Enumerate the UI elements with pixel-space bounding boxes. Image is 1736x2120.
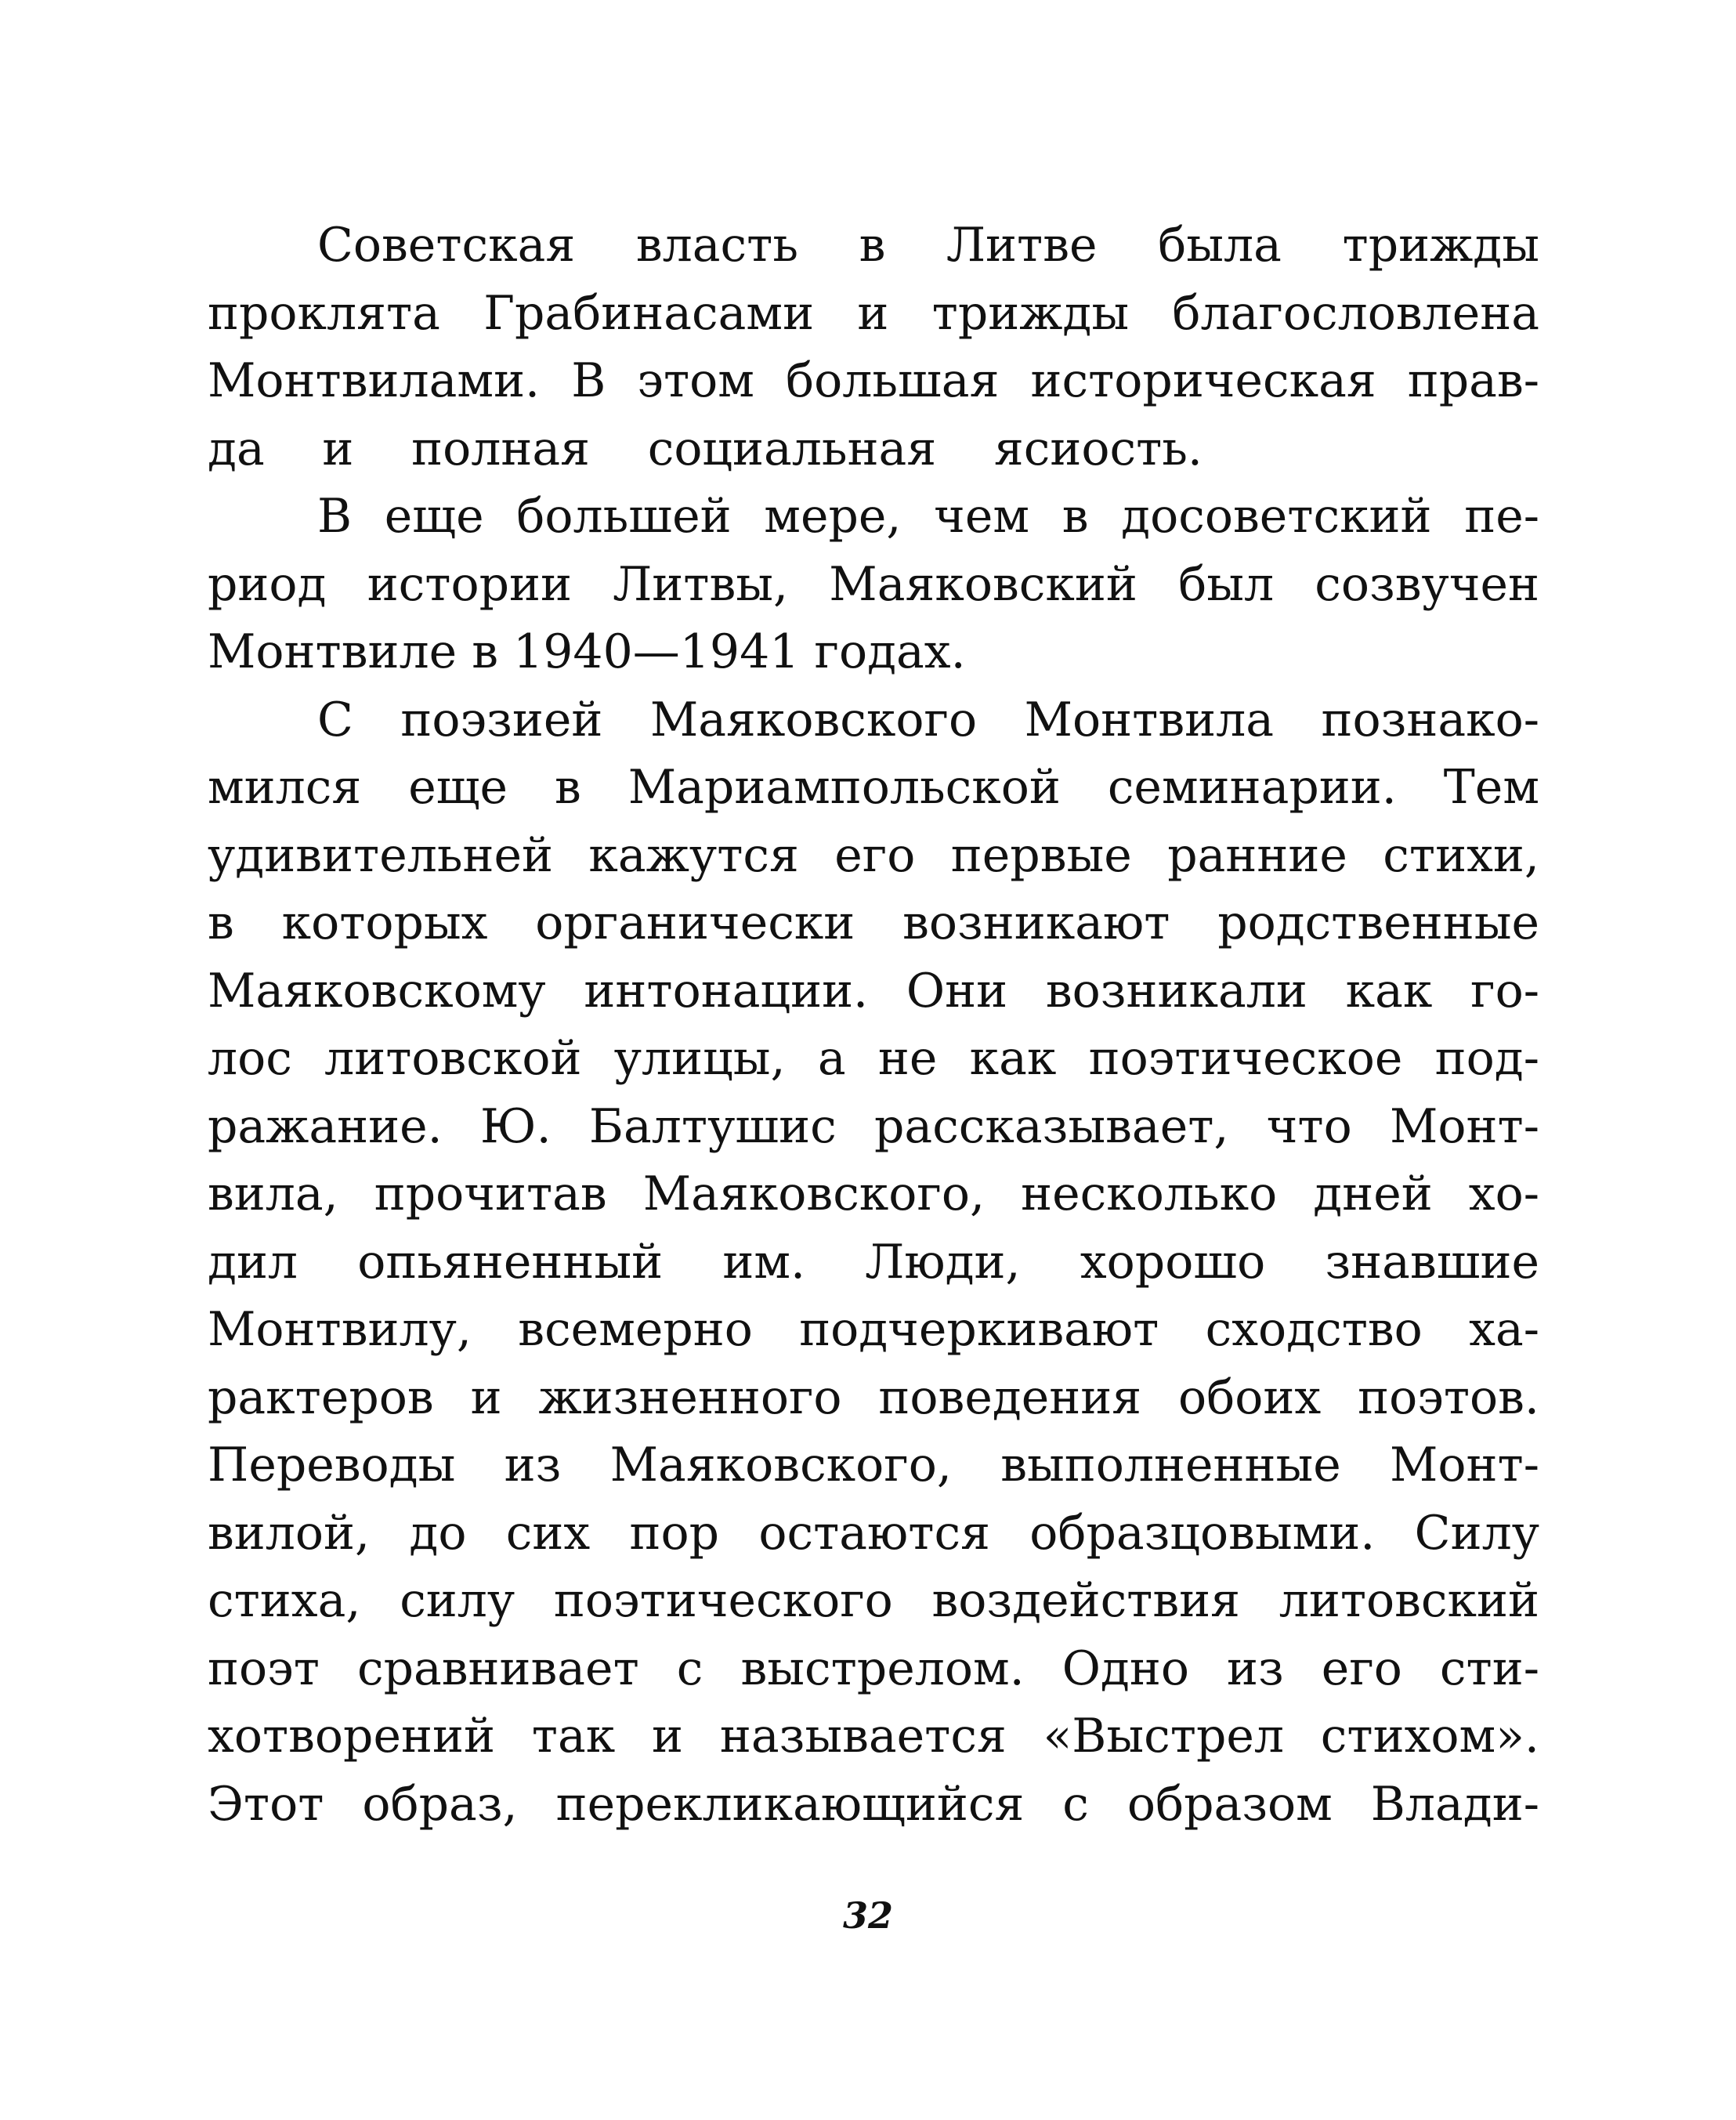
text-line: Монтвиле в 1940—1941 годах. bbox=[208, 624, 966, 679]
text-line: Этот образ, перекликающийся с образом Влади- bbox=[208, 1776, 1539, 1832]
text-line: риод истории Литвы, Маяковский был созвучен bbox=[208, 556, 1539, 612]
text-line: стиха, силу поэтического воздействия литовский bbox=[208, 1573, 1539, 1628]
text-line: Монтвилу, всемерно подчеркивают сходство ха- bbox=[208, 1302, 1539, 1357]
page-number: 32 bbox=[842, 1894, 893, 1937]
text-line: С поэзией Маяковского Монтвила познако- bbox=[317, 692, 1539, 747]
text-line: Маяковскому интонации. Они возникали как го- bbox=[208, 963, 1539, 1018]
text-line: мился еще в Мариампольской семинарии. Тем bbox=[208, 760, 1539, 815]
text-line: ражание. Ю. Балтушис рассказывает, что Монт- bbox=[208, 1098, 1539, 1154]
text-line: Переводы из Маяковского, выполненные Монт- bbox=[208, 1438, 1539, 1492]
text-line: в которых органически возникают родственные bbox=[208, 895, 1539, 950]
text-line: хотворений так и называется «Выстрел стихом». bbox=[208, 1709, 1539, 1764]
body-text bbox=[208, 212, 1539, 1838]
text-line: да и полная социальная ясиость. bbox=[208, 421, 1203, 476]
text-line: Советская власть в Литве была трижды bbox=[317, 218, 1539, 273]
text-line: рактеров и жизненного поведения обоих поэтов. bbox=[208, 1369, 1539, 1425]
text-line: поэт сравнивает с выстрелом. Одно из его сти- bbox=[208, 1641, 1539, 1696]
text-line: проклята Грабинасами и трижды благословлена bbox=[208, 285, 1539, 341]
text-line: вила, прочитав Маяковского, несколько дней хо- bbox=[208, 1167, 1539, 1221]
text-line: лос литовской улицы, а не как поэтическое под- bbox=[208, 1031, 1539, 1086]
text-line: вилой, до сих пор остаются образцовыми. Силу bbox=[208, 1505, 1539, 1561]
text-line: удивительней кажутся его первые ранние стихи, bbox=[208, 827, 1539, 883]
text-line: дил опьяненный им. Люди, хорошо знавшие bbox=[208, 1234, 1539, 1290]
text-line: Монтвилами. В этом большая историческая прав- bbox=[208, 353, 1539, 408]
text-line: В еще большей мере, чем в досоветский пе- bbox=[317, 489, 1539, 544]
